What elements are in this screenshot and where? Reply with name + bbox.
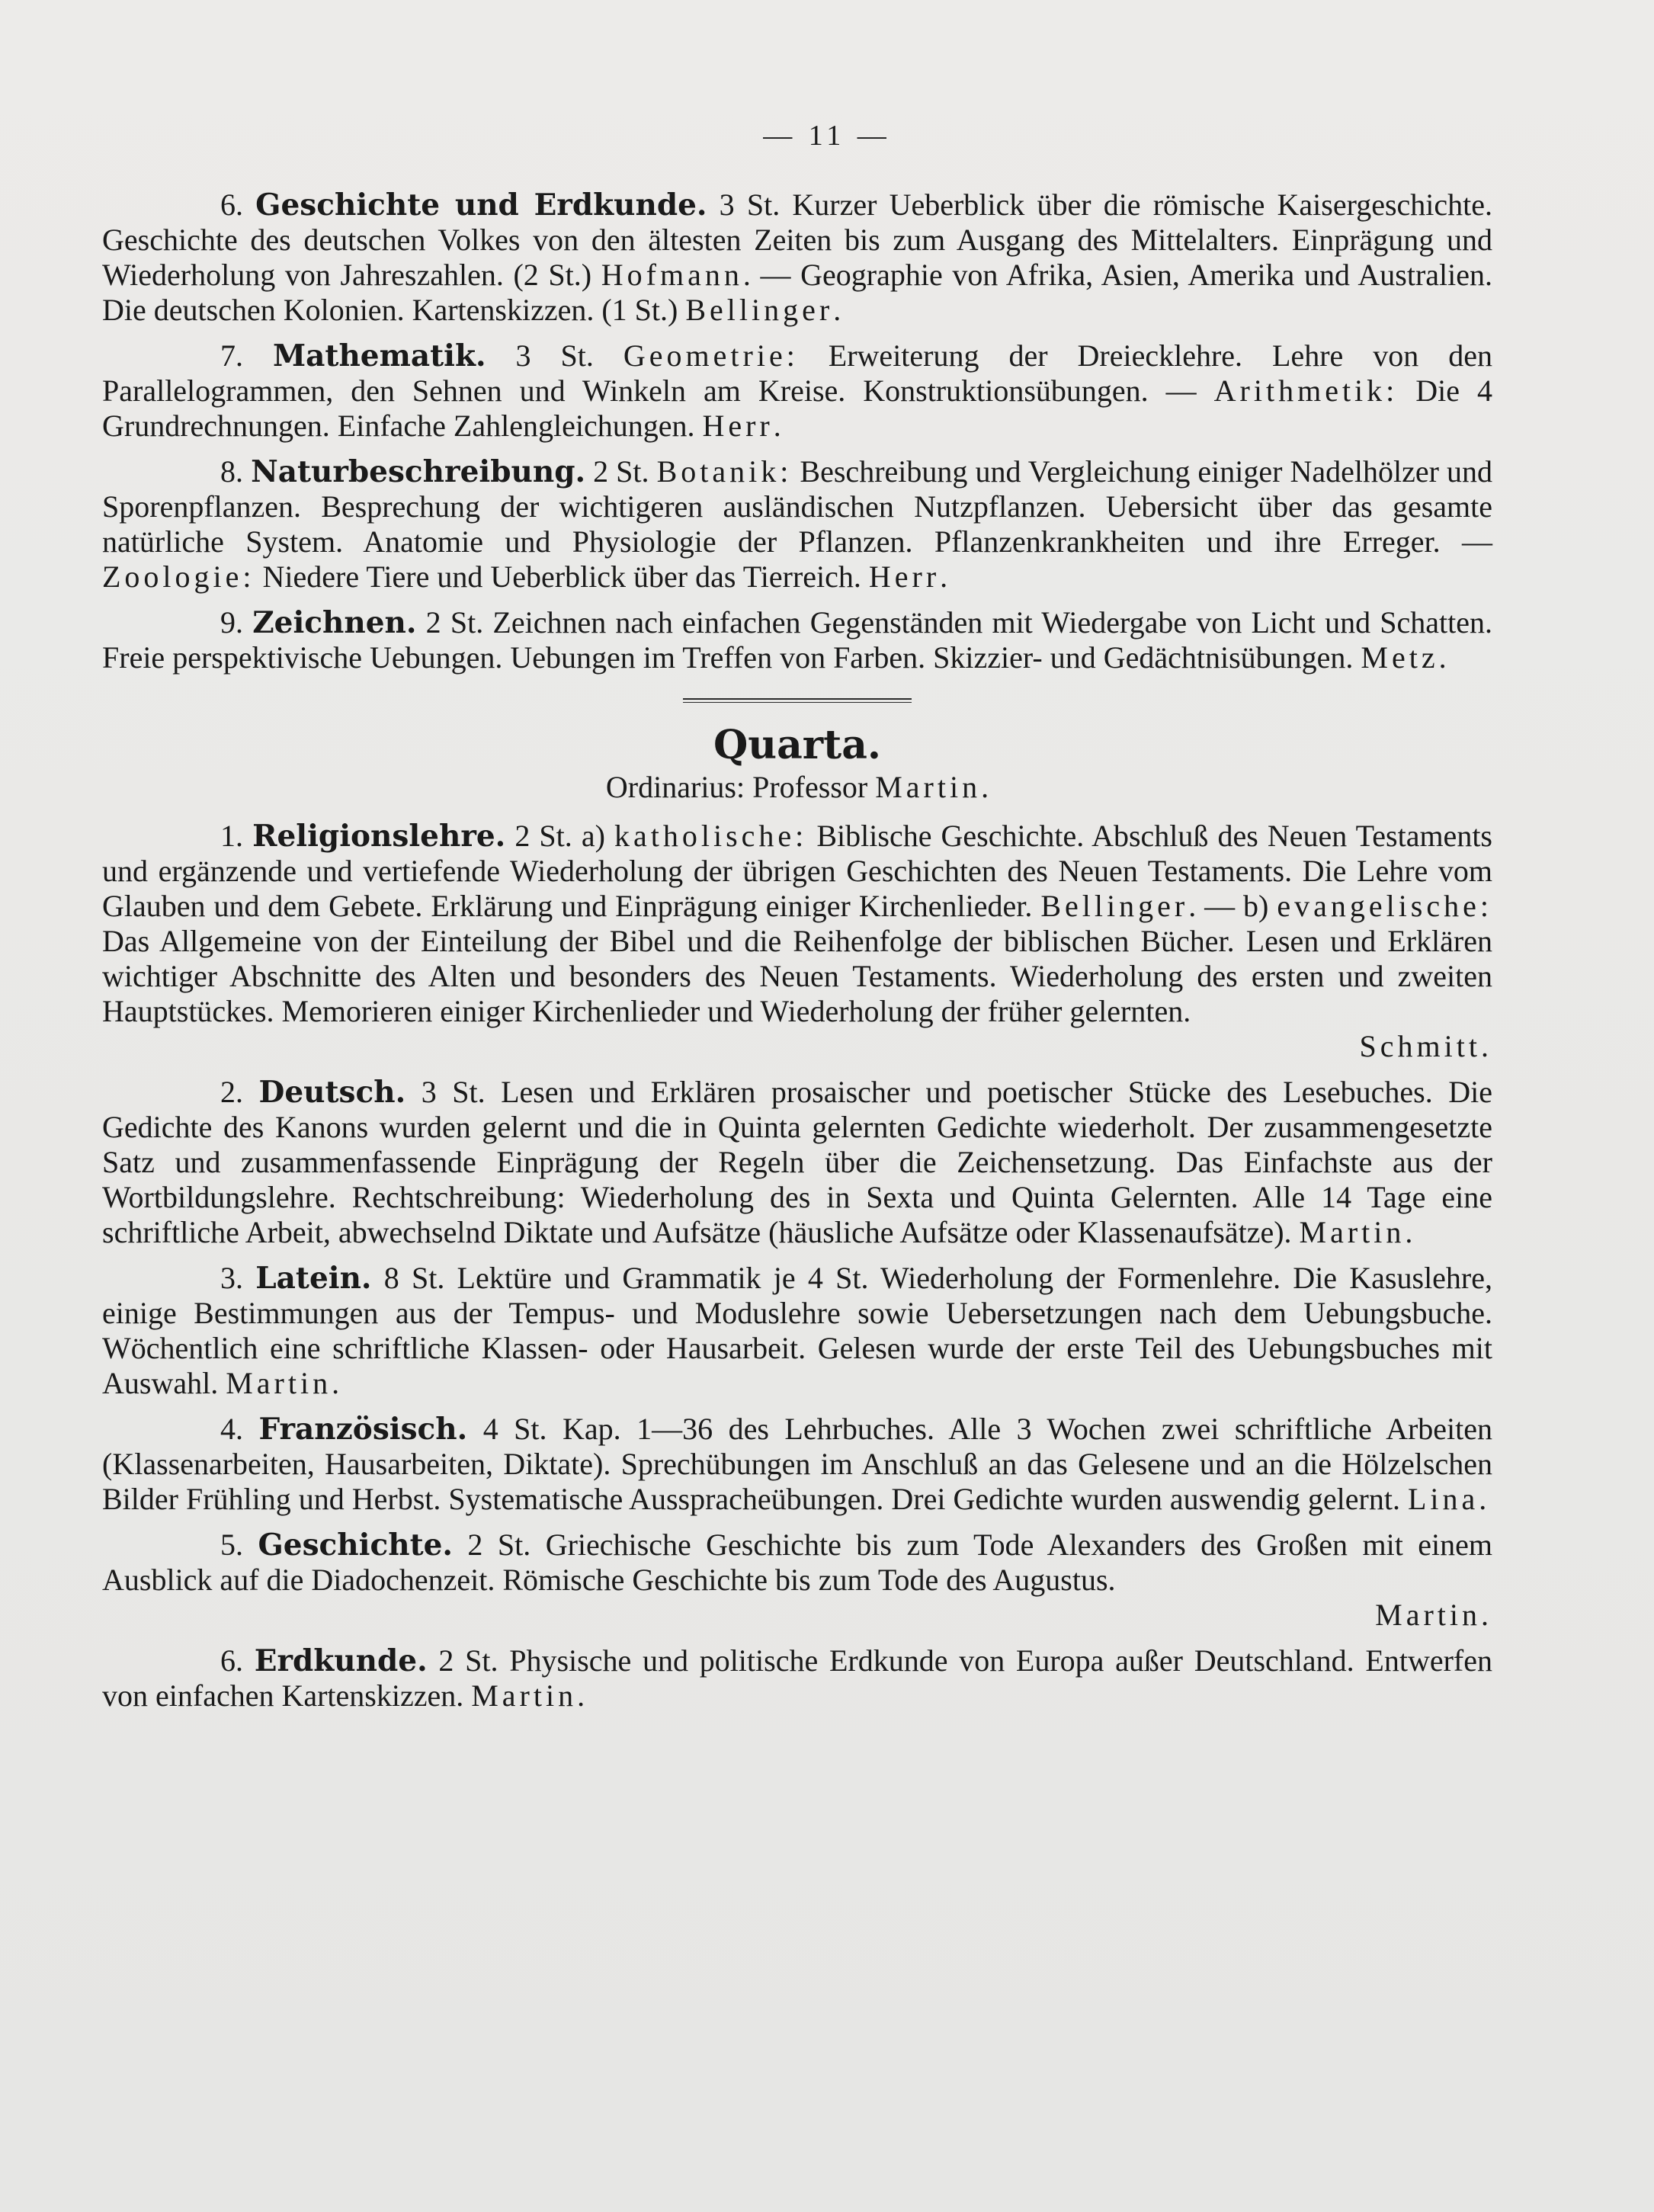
teacher-signature: Martin. [1375,1598,1492,1632]
spaced-emphasis: Geometrie: [623,338,799,373]
subject-title: Mathematik. [272,338,486,373]
body-text: 2 St. [585,454,657,489]
body-text: . [1405,1215,1413,1249]
subject-title: Geschichte und Erdkunde. [255,188,707,223]
body-text: . — b) [1188,889,1277,923]
body-text: Die 4 Grundrechnungen. Einfache Zahlengleichungen. [102,373,1492,443]
section-divider [683,698,912,703]
body-text: . [1479,1482,1487,1516]
spaced-emphasis: Metz [1361,640,1439,675]
subject-paragraph [102,1412,1492,1517]
subject-paragraph [102,1643,1492,1713]
body-text: 3 St. Lesen und Erklären prosaischer und poetischer Stücke des Lesebuches. Die Gedichte des Kanons wurden gelernt und die in Quinta gelernten Gedichte wiederholt. Der zusammengesetzte Satz und zusammenfassende Einprägung der Regeln über die Zeichensetzung. Das Einfachste aus der Wortbildungslehre. Rechtschreibung: Wiederholung des in Sexta und Quinta Gelernten. Alle 14 Tage eine schriftliche Arbeit, abwechselnd Diktate und Aufsätze (häusliche Aufsätze oder Klassenaufsätze). [102,1075,1493,1249]
subject-number: 6. [220,1643,243,1678]
subject-paragraph [102,188,1492,328]
spaced-emphasis: Martin [1299,1215,1406,1249]
subject-title: Latein. [255,1261,372,1296]
subject-title: Französisch. [258,1412,468,1447]
spaced-emphasis: Arithmetik: [1213,373,1399,408]
ordinarius-prefix: Ordinarius: Professor [605,770,876,804]
spaced-emphasis: Bellinger [1040,889,1189,923]
ordinarius-suffix: . [981,770,989,804]
page-body [102,188,1492,1713]
spaced-emphasis: Martin [226,1366,332,1400]
body-text: . [1438,640,1447,675]
spaced-emphasis: Hofmann [601,258,743,292]
body-text: . [332,1366,340,1400]
subject-title: Deutsch. [258,1075,406,1110]
subject-title: Naturbeschreibung. [251,454,586,489]
body-text: 4 St. Kap. 1—36 des Lehrbuches. Alle 3 Wochen zwei schriftliche Arbeiten (Klassenarbeiten, Hausarbeiten, Diktate). Sprechübungen im Anschluß an das Gelesene und an die Hölzelschen Bilder Frühling und Herbst. Systematische Ausspracheübungen. Drei Gedichte wurden auswendig gelernt. [102,1412,1493,1516]
subject-paragraph [102,1261,1492,1401]
subject-number: 2. [220,1075,243,1109]
subject-paragraph [102,1528,1492,1633]
quarta-subject-list [102,819,1492,1713]
spaced-emphasis: Botanik: [656,454,793,489]
subject-paragraph [102,454,1492,595]
subject-number: 8. [220,454,243,489]
spaced-emphasis: Herr [702,409,774,443]
subject-number: 5. [220,1528,243,1562]
subject-number: 9. [220,605,243,640]
body-text: Das Allgemeine von der Einteilung der Bibel und die Reihenfolge der biblischen Bücher. Lesen und Erklären wichtiger Abschnitte des Alten und besonders des Neuen Testaments. Wiederholung des ersten und zweiten Hauptstückes. Memorieren einiger Kirchenlieder und Wiederholung der früher gelernten. [102,924,1492,1028]
body-text: . [577,1678,585,1713]
body-text: Niedere Tiere und Ueberblick über das Tierreich. [255,559,869,594]
subject-title: Zeichnen. [252,605,417,640]
sexta-subject-list [102,188,1492,675]
body-text: Biblische Geschichte. Abschluß des Neuen Testaments und ergänzende und vertiefende Wiederholung der übrigen Geschichten des Neuen Testaments. Die Lehre vom Glauben und dem Gebete. Erklärung und Einprägung einiger Kirchenlieder. [102,819,1492,923]
subject-paragraph [102,1075,1492,1250]
ordinarius-line [102,770,1492,805]
body-text: 3 St. Kurzer Ueberblick über die römische Kaisergeschichte. Geschichte des deutschen Volkes von den ältesten Zeiten bis zum Ausgang des Mittelalters. Einprägung und Wiederholung von Jahreszahlen. (2 St.) [102,188,1493,292]
body-text: Beschreibung und Vergleichung einiger Nadelhölzer und Sporenpflanzen. Besprechung der wichtigeren ausländischen Nutzpflanzen. Uebersicht über das gesamte natürliche System. Anatomie und Physiologie der Pflanzen. Pflanzenkrankheiten und ihre Erreger. — [102,454,1493,559]
spaced-emphasis: evangelische: [1277,889,1492,923]
subject-number: 4. [220,1412,243,1446]
spaced-emphasis: katholische: [614,819,808,853]
subject-paragraph [102,819,1492,1064]
subject-title: Erdkunde. [254,1643,428,1678]
spaced-emphasis: Bellinger [685,293,834,327]
teacher-signature: Schmitt. [1359,1029,1492,1063]
subject-title: Geschichte. [258,1528,453,1563]
body-text: 8 St. Lektüre und Grammatik je 4 St. Wiederholung der Formenlehre. Die Kasuslehre, einige Bestimmungen aus der Tempus- und Moduslehre sowie Uebersetzungen nach dem Uebungsbuche. Wöchentlich eine schriftliche Klassen- oder Hausarbeit. Gelesen wurde der erste Teil des Uebungsbuches mit Auswahl. [102,1261,1493,1400]
body-text: 2 St. Griechische Geschichte bis zum Tode Alexanders des Großen mit einem Ausblick auf die Diadochenzeit. Römische Geschichte bis zum Tode des Augustus. [102,1528,1493,1597]
spaced-emphasis: Herr [868,559,941,594]
page-number: — 11 — [763,120,891,152]
spaced-emphasis: Lina [1407,1482,1479,1516]
subject-number: 3. [220,1261,243,1295]
subject-paragraph [102,605,1492,675]
spaced-emphasis: Zoologie: [102,559,255,594]
body-text: Erweiterung der Dreiecklehre. Lehre von den Parallelogrammen, den Sehnen und Winkeln am Kreise. Konstruktionsübungen. — [102,338,1493,408]
body-text: 2 St. Physische und politische Erdkunde von Europa außer Deutschland. Entwerfen von einfachen Kartenskizzen. [102,1643,1492,1713]
section-title-quarta: Quarta. [713,722,881,768]
body-text: 3 St. [486,338,623,373]
body-text: . — Geographie von Afrika, Asien, Amerika und Australien. Die deutschen Kolonien. Kartenskizzen. (1 St.) [102,258,1493,327]
subject-number: 7. [220,338,243,373]
subject-paragraph [102,338,1492,444]
subject-number: 1. [220,819,243,853]
subject-title: Religionslehre. [252,819,506,854]
subject-number: 6. [220,188,243,222]
body-text: 2 St. a) [505,819,614,853]
ordinarius-name: Martin [875,770,982,804]
body-text: . [773,409,781,443]
body-text: . [940,559,948,594]
spaced-emphasis: Martin [471,1678,578,1713]
body-text: 2 St. Zeichnen nach einfachen Gegenständen mit Wiedergabe von Licht und Schatten. Freie perspektivische Uebungen. Uebungen im Treffen von Farben. Skizzier- und Gedächtnisübungen. [102,605,1493,675]
body-text: . [833,293,841,327]
